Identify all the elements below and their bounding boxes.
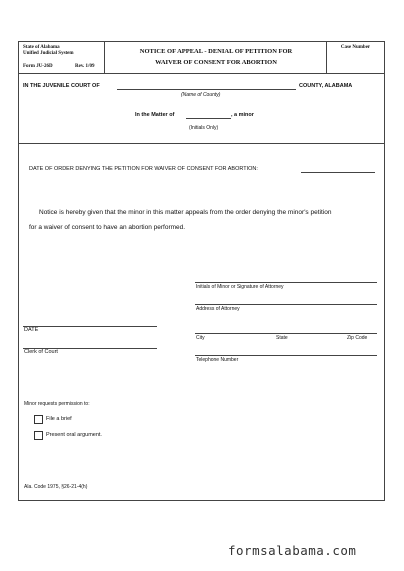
zip-label: Zip Code: [347, 335, 368, 341]
file-brief-checkbox[interactable]: [34, 415, 43, 424]
order-date-label: DATE OF ORDER DENYING THE PETITION FOR WAIVER OF CONSENT FOR ABORTION:: [29, 166, 258, 172]
system-label: Unified Judicial System: [23, 51, 74, 56]
oral-argument-checkbox[interactable]: [34, 431, 43, 440]
form-title-line2: WAIVER OF CONSENT FOR ABORTION: [155, 59, 277, 66]
notice-line2: for a waiver of consent to have an abortion performed.: [29, 224, 186, 231]
initials-hint: (Initials Only): [189, 125, 219, 131]
clerk-label: Clerk of Court: [24, 349, 58, 355]
file-brief-label: File a brief: [46, 416, 72, 422]
initials-signature-label: Initials of Minor or Signature of Attorney: [196, 284, 284, 290]
signature-field[interactable]: [195, 282, 377, 283]
attorney-address-field[interactable]: [195, 304, 377, 305]
form-number: Form JU-26D: [23, 64, 53, 69]
code-citation: Ala. Code 1975, §26-21-4(h): [24, 484, 88, 490]
form-title-line1: NOTICE OF APPEAL - DENIAL OF PETITION FOR: [139, 48, 293, 55]
order-date-field[interactable]: [301, 172, 375, 173]
date-label: DATE: [24, 327, 39, 333]
attorney-address-label: Address of Attorney: [196, 306, 240, 312]
oral-argument-label: Present oral argument.: [46, 432, 102, 438]
matter-suffix: , a minor: [231, 112, 254, 118]
state-label: State of Alabama: [23, 45, 60, 50]
header-title-cell: [105, 42, 327, 74]
site-watermark: formsalabama.com: [228, 543, 357, 558]
revision: Rev. 1/09: [75, 64, 95, 69]
case-number-cell[interactable]: [327, 42, 384, 74]
city-label: City: [196, 335, 205, 341]
telephone-label: Telephone Number: [196, 357, 239, 363]
city-state-zip-field[interactable]: [195, 333, 377, 334]
permission-label: Minor requests permission to:: [24, 401, 90, 407]
section-divider: [19, 143, 384, 144]
court-suffix: COUNTY, ALABAMA: [299, 83, 353, 89]
minor-initials-field[interactable]: [186, 118, 231, 119]
county-field[interactable]: [117, 89, 296, 90]
case-number-label: Case Number: [340, 45, 371, 50]
date-field[interactable]: [23, 326, 157, 327]
notice-line1: Notice is hereby given that the minor in this matter appeals from the order denying the minor's petition: [39, 209, 332, 216]
header-left-cell: [19, 42, 105, 74]
state-field-label: State: [276, 335, 288, 341]
matter-prefix: In the Matter of: [135, 112, 175, 118]
county-hint: (Name of County): [181, 92, 221, 98]
court-prefix: IN THE JUVENILE COURT OF: [23, 83, 100, 89]
form-page: [18, 41, 385, 501]
telephone-field[interactable]: [195, 355, 377, 356]
